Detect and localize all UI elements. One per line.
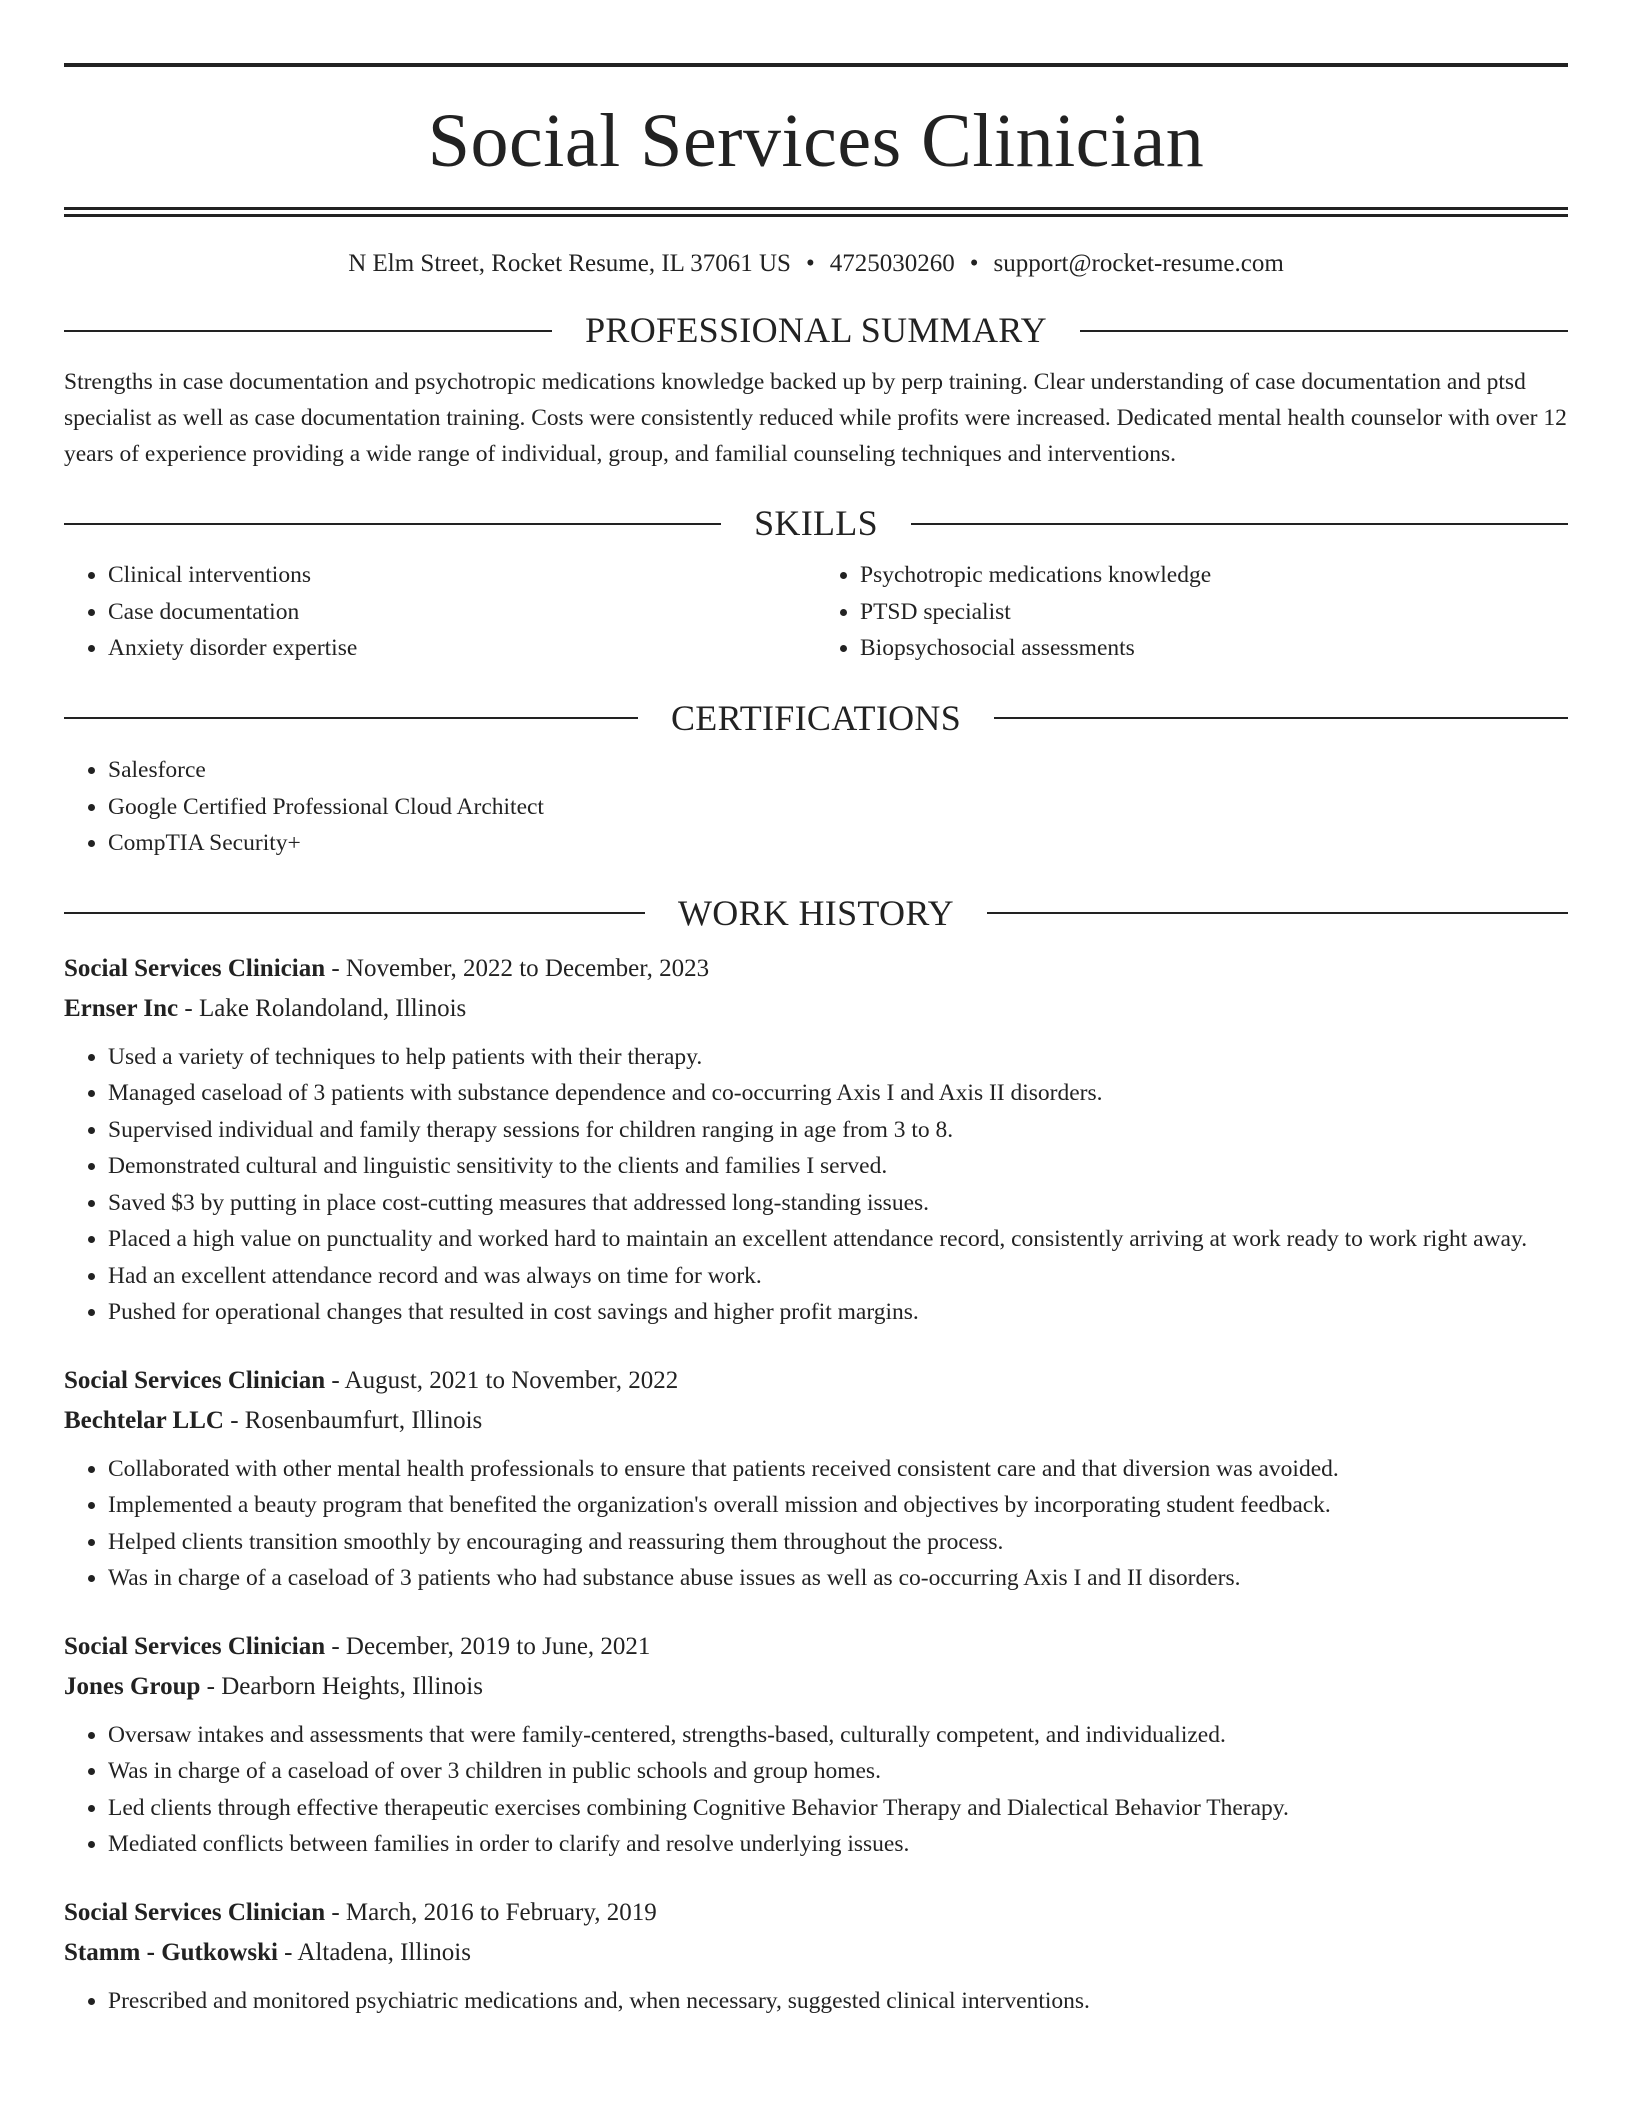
job-bullets xyxy=(64,1717,1568,1863)
skills-heading-title: SKILLS xyxy=(754,503,878,544)
heading-rule-right xyxy=(994,717,1568,719)
job-bullet: • Implemented a beauty program that benefited the organization's overall mission and objectives by incorporating student feedback. xyxy=(108,1487,1568,1524)
job-bullets xyxy=(64,1039,1568,1331)
job-bullet: • Pushed for operational changes that resulted in cost savings and higher profit margins. xyxy=(108,1294,1568,1331)
job-title: Social Services Clinician xyxy=(64,954,326,982)
job-location: - Rosenbaumfurt, Illinois xyxy=(223,1406,483,1434)
job-entry xyxy=(64,1893,1568,2020)
job-bullet: • Prescribed and monitored psychiatric medications and, when necessary, suggested clinical interventions. xyxy=(108,1983,1568,2020)
heading-rule-right xyxy=(1080,330,1568,332)
job-dates: - March, 2016 to February, 2019 xyxy=(325,1898,657,1926)
certifications-heading xyxy=(64,697,1568,740)
job-title-line xyxy=(64,1361,1568,1401)
job-bullet: • Demonstrated cultural and linguistic sensitivity to the clients and families I served. xyxy=(108,1148,1568,1185)
skill-item: • Clinical interventions xyxy=(108,557,816,594)
job-company: Ernser Inc xyxy=(64,994,179,1022)
job-bullet: • Was in charge of a caseload of 3 patients who had substance abuse issues as well as co-occurring Axis I and II disorders. xyxy=(108,1560,1568,1597)
job-entry xyxy=(64,949,1568,1331)
summary-text: Strengths in case documentation and psychotropic medications knowledge backed up by perp training. Clear understanding of case documentation and ptsd specialist as well as case documentation training. Costs were consistently reduced while profits were increased. Dedicated mental health counselor with over 12 years of experience providing a wide range of individual, group, and familial counseling techniques and interventions. xyxy=(64,369,1567,468)
job-title-line xyxy=(64,1627,1568,1667)
skill-item: • Psychotropic medications knowledge xyxy=(860,557,1568,594)
job-company: Bechtelar LLC xyxy=(64,1406,224,1434)
summary-heading-title: PROFESSIONAL SUMMARY xyxy=(585,310,1047,350)
job-bullets xyxy=(64,1451,1568,1597)
skill-item: • Biopsychosocial assessments xyxy=(860,630,1568,667)
job-bullet: • Led clients through effective therapeutic exercises combining Cognitive Behavior Therapy and Dialectical Behavior Therapy. xyxy=(108,1790,1568,1827)
skill-item: • Case documentation xyxy=(108,594,816,631)
skills-list xyxy=(64,557,1568,667)
certification-item: • CompTIA Security+ xyxy=(108,825,1568,862)
job-entry xyxy=(64,1627,1568,1863)
job-company-line xyxy=(64,1401,1568,1441)
job-bullet: • Mediated conflicts between families in order to clarify and resolve underlying issues. xyxy=(108,1826,1568,1863)
job-bullet: • Managed caseload of 3 patients with substance dependence and co-occurring Axis I and Axis II disorders. xyxy=(108,1075,1568,1112)
contact-phone: 4725030260 xyxy=(829,250,955,277)
contact-email: support@rocket-resume.com xyxy=(993,250,1284,277)
job-title: Social Services Clinician xyxy=(64,1366,326,1394)
heading-rule-left xyxy=(64,523,721,525)
summary-heading xyxy=(64,309,1568,352)
job-bullet: • Saved $3 by putting in place cost-cutting measures that addressed long-standing issues. xyxy=(108,1185,1568,1222)
job-location: - Dearborn Heights, Illinois xyxy=(200,1672,483,1700)
job-title: Social Services Clinician xyxy=(64,1898,326,1926)
job-entry xyxy=(64,1361,1568,1597)
job-bullets xyxy=(64,1983,1568,2020)
job-company: Stamm - Gutkowski xyxy=(64,1938,278,1966)
job-title-line xyxy=(64,949,1568,989)
job-dates: - December, 2019 to June, 2021 xyxy=(325,1632,651,1660)
job-bullet: • Used a variety of techniques to help patients with their therapy. xyxy=(108,1039,1568,1076)
heading-rule-left xyxy=(64,330,552,332)
job-bullet: • Placed a high value on punctuality and worked hard to maintain an excellent attendance record, consistently arriving at work ready to work right away. xyxy=(108,1221,1568,1258)
job-title-line xyxy=(64,1893,1568,1933)
name-double-rule xyxy=(64,207,1568,217)
job-company-line xyxy=(64,1933,1568,1973)
job-title: Social Services Clinician xyxy=(64,1632,326,1660)
job-location: - Lake Rolandoland, Illinois xyxy=(178,994,467,1022)
contact-separator: • xyxy=(805,250,815,277)
job-location: - Altadena, Illinois xyxy=(277,1938,471,1966)
job-bullet: • Had an excellent attendance record and was always on time for work. xyxy=(108,1258,1568,1295)
certifications-heading-title: CERTIFICATIONS xyxy=(670,697,962,738)
heading-rule-right xyxy=(987,912,1568,914)
skill-item: • PTSD specialist xyxy=(860,594,1568,631)
heading-rule-left xyxy=(64,912,645,914)
work-history-heading xyxy=(64,892,1568,935)
certification-item: • Salesforce xyxy=(108,752,1568,789)
certifications-list xyxy=(64,752,1568,862)
certification-item: • Google Certified Professional Cloud Architect xyxy=(108,789,1568,826)
contact-line xyxy=(64,249,1568,279)
contact-separator: • xyxy=(969,250,979,277)
skills-heading xyxy=(64,502,1568,545)
contact-address: N Elm Street, Rocket Resume, IL 37061 US xyxy=(348,250,791,277)
candidate-name: Social Services Clinician xyxy=(427,99,1205,183)
heading-rule-right xyxy=(911,523,1568,525)
skill-item: • Anxiety disorder expertise xyxy=(108,630,816,667)
job-dates: - November, 2022 to December, 2023 xyxy=(325,954,710,982)
skills-column-left xyxy=(64,557,816,667)
job-bullet: • Collaborated with other mental health professionals to ensure that patients received consistent care and that diversion was avoided. xyxy=(108,1451,1568,1488)
job-company-line xyxy=(64,1667,1568,1707)
job-bullet: • Helped clients transition smoothly by encouraging and reassuring them throughout the process. xyxy=(108,1524,1568,1561)
job-bullet: • Oversaw intakes and assessments that were family-centered, strengths-based, culturally competent, and individualized. xyxy=(108,1717,1568,1754)
job-company-line xyxy=(64,989,1568,1029)
top-rule xyxy=(64,63,1568,67)
work-history-heading-title: WORK HISTORY xyxy=(678,892,954,933)
job-dates: - August, 2021 to November, 2022 xyxy=(325,1366,679,1394)
job-company: Jones Group xyxy=(64,1672,201,1700)
job-bullet: • Supervised individual and family therapy sessions for children ranging in age from 3 to 8. xyxy=(108,1112,1568,1149)
heading-rule-left xyxy=(64,717,638,719)
job-bullet: • Was in charge of a caseload of over 3 children in public schools and group homes. xyxy=(108,1753,1568,1790)
skills-column-right xyxy=(816,557,1568,667)
